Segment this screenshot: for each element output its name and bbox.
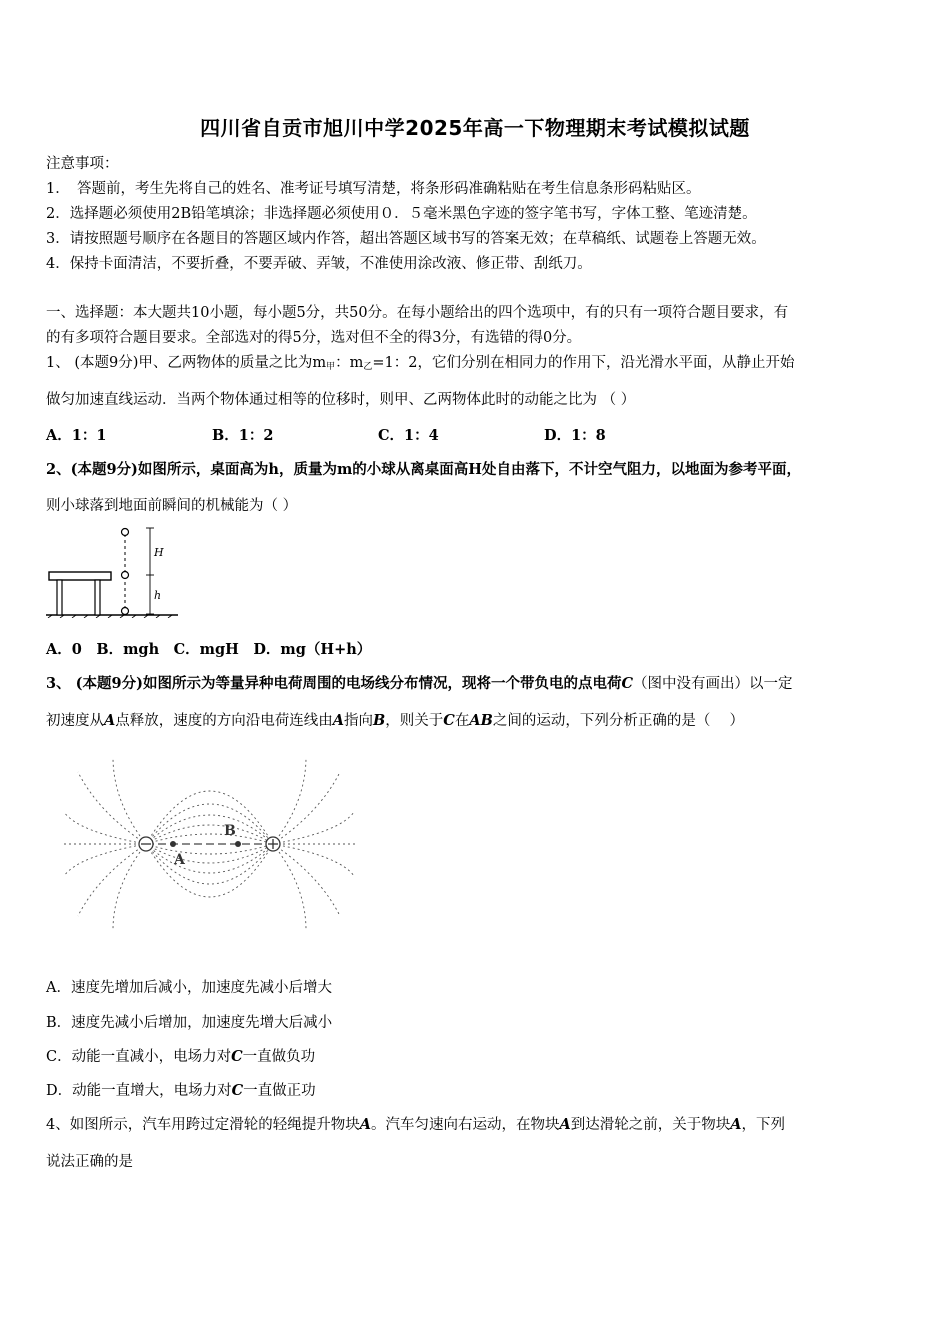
- q3-option-d-var: C: [231, 1082, 244, 1099]
- q1-option-c[interactable]: C．1：4: [378, 427, 439, 444]
- notice-item-4: 4．保持卡面清洁，不要折叠，不要弄破、弄皱，不准使用涂改液、修正带、刮纸刀。: [46, 256, 592, 272]
- q3-option-a[interactable]: A．速度先增加后减小，加速度先减小后增大: [46, 980, 332, 996]
- q1-sub-jia: 甲: [326, 362, 336, 372]
- section-intro-line-1: 一、选择题：本大题共10小题，每小题5分，共50分。在每小题给出的四个选项中，有的只有一项符合题目要求，有: [46, 305, 789, 321]
- label-B: B: [224, 823, 236, 839]
- table-leg-left: [57, 580, 62, 615]
- q3-text-b: （图中没有画出）以一定: [633, 676, 793, 692]
- q3-t5: 在: [454, 713, 470, 729]
- q3-t4: ，则关于: [385, 713, 444, 729]
- q4-stem-line-2: 说法正确的是: [46, 1154, 133, 1170]
- q4-t3: 到达滑轮之前，关于物块: [570, 1117, 731, 1133]
- q3-option-c-var: C: [231, 1048, 243, 1065]
- q1-text-c: =1：2，它们分别在相同力的作用下，沿光滑水平面，从静止开始: [372, 355, 795, 371]
- notice-item-1: 1． 答题前，考生先将自己的姓名、准考证号填写清楚，将条形码准确粘贴在考生信息条形码粘贴区。: [46, 181, 701, 197]
- ball-ground: [122, 608, 129, 615]
- q3-var-AB: AB: [469, 712, 493, 729]
- q3-option-d-text-a: D．动能一直增大，电场力对: [46, 1083, 232, 1099]
- q3-var-A: A: [104, 712, 116, 729]
- notice-item-2: 2．选择题必须使用2B铅笔填涂；非选择题必须使用０．５毫米黑色字迹的签字笔书写，字体工整、笔迹清楚。: [46, 206, 757, 222]
- q4-stem-line-1: [46, 1113, 785, 1134]
- label-H: H: [154, 546, 164, 559]
- q1-options: [46, 424, 710, 445]
- q1-stem-line-1: [46, 351, 795, 372]
- notice-item-3: 3．请按照题号顺序在各题目的答题区域内作答，超出答题区域书写的答案无效；在草稿纸、试题卷上答题无效。: [46, 231, 766, 247]
- q4-t4: ，下列: [741, 1117, 786, 1133]
- q1-option-d[interactable]: D．1：8: [544, 427, 606, 444]
- ball-table-level: [122, 572, 129, 579]
- q3-option-c-text-b: 一直做负功: [242, 1049, 316, 1065]
- q3-t6: 之间的运动，下列分析正确的是（ ）: [492, 713, 744, 729]
- q4-t2: 。汽车匀速向右运动，在物块: [371, 1117, 560, 1133]
- q3-t1: 初速度从: [46, 713, 104, 729]
- q2-options[interactable]: A．0 B．mgh C．mgH D．mg（H+h）: [46, 641, 372, 658]
- q3-t2: 点释放，速度的方向沿电荷连线由: [115, 713, 333, 729]
- q1-option-a[interactable]: A．1：1: [46, 427, 107, 444]
- q3-field-lines-figure: [58, 752, 358, 932]
- q4-var-A1: A: [359, 1116, 371, 1133]
- table-top: [49, 572, 111, 580]
- q3-var-A2: A: [332, 712, 345, 729]
- table-leg-right: [95, 580, 100, 615]
- q3-text-a: 3、 (本题9分)如图所示为等量异种电荷周围的电场线分布情况，现将一个带负电的点电荷: [46, 675, 622, 692]
- q3-var-C2: C: [443, 712, 455, 729]
- q3-option-d-text-b: 一直做正功: [243, 1083, 316, 1099]
- q3-option-b[interactable]: B．速度先减小后增加，加速度先增大后减小: [46, 1015, 333, 1031]
- page-title: 四川省自贡市旭川中学2025年高一下物理期末考试模拟试题: [200, 116, 750, 140]
- q3-var-B: B: [373, 712, 386, 729]
- q3-option-c[interactable]: [46, 1045, 315, 1066]
- q4-var-A2: A: [559, 1116, 571, 1133]
- q2-stem-line-2: 则小球落到地面前瞬间的机械能为（ ）: [46, 498, 298, 514]
- q2-table-figure: [44, 526, 180, 618]
- q4-t1: 4、如图所示，汽车用跨过定滑轮的轻绳提升物块: [46, 1117, 360, 1133]
- section-intro-line-2: 的有多项符合题目要求。全部选对的得5分，选对但不全的得3分，有选错的得0分。: [46, 330, 582, 346]
- point-B: [235, 841, 241, 847]
- q2-stem-line-1: 2、(本题9分)如图所示，桌面高为h，质量为m的小球从离桌面高H处自由落下，不计空气阻力，以地面为参考平面，: [46, 461, 801, 478]
- q3-t3: 指向: [344, 713, 374, 729]
- q4-var-A3: A: [730, 1116, 742, 1133]
- q3-option-c-text-a: C．动能一直减小，电场力对: [46, 1049, 232, 1065]
- q1-text-a: 1、 (本题9分)甲、乙两物体的质量之比为m: [46, 355, 327, 371]
- q1-option-b[interactable]: B．1：2: [212, 427, 274, 444]
- ball-start: [122, 529, 129, 536]
- point-A: [170, 841, 176, 847]
- q3-stem-line-2: [46, 709, 744, 730]
- q1-sub-yi: 乙: [363, 362, 373, 372]
- notice-heading: 注意事项：: [46, 156, 119, 172]
- label-A: A: [174, 852, 185, 868]
- label-h: h: [154, 589, 162, 602]
- q1-text-b: ：m: [335, 355, 364, 371]
- q1-stem-line-2: 做匀加速直线运动．当两个物体通过相等的位移时，则甲、乙两物体此时的动能之比为 （ ）: [46, 392, 636, 408]
- q3-stem-line-1: [46, 672, 793, 693]
- q3-var-C: C: [621, 675, 633, 692]
- q3-option-d[interactable]: [46, 1079, 316, 1100]
